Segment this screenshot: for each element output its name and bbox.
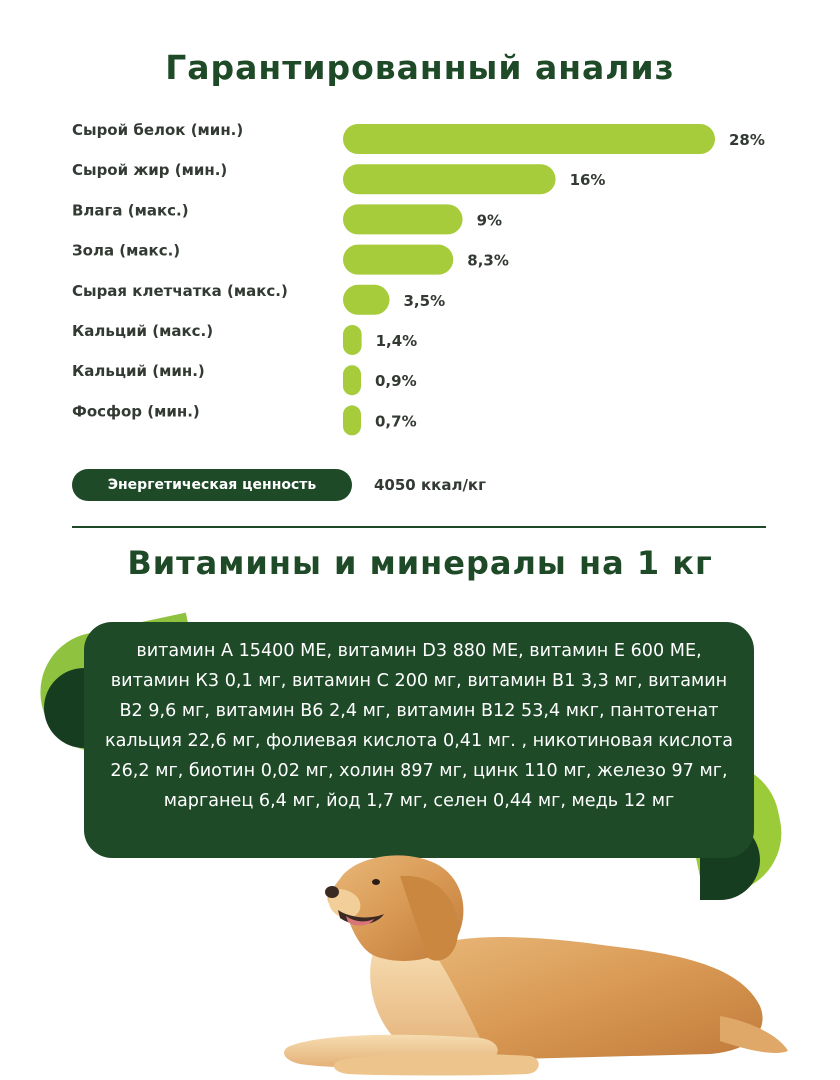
bar-value-label: 9% [476, 211, 503, 230]
bar-value-label: 0,7% [375, 412, 417, 431]
energy-value: 4050 ккал/кг [374, 476, 486, 494]
bar-category-label: Фосфор (мин.) [72, 402, 200, 421]
dog-illustration [280, 846, 790, 1076]
bar [343, 405, 361, 435]
bar-category-label: Сырая клетчатка (макс.) [72, 281, 288, 300]
guaranteed-analysis-chart [0, 110, 840, 450]
vitamins-box [84, 622, 754, 858]
vitamins-text: витамин A 15400 МЕ, витамин D3 880 МЕ, витамин Е 600 МЕ, витамин К3 0,1 мг, витамин С 200 мг, витамин B1 3,3 мг, витамин B2 9,6 мг, витамин B6 2,4 мг, витамин B12 53,4 мкг, пантотенат кальция 22,6 мг, фолиевая кислота 0,41 мг. , никотиновая кислота 26,2 мг, биотин 0,02 мг, холин 897 мг, цинк 110 мг, железо 97 мг, марганец 6,4 мг, йод 1,7 мг, селен 0,44 мг, медь 12 мг [104, 641, 734, 811]
bar-category-label: Кальций (макс.) [72, 322, 214, 340]
bar [343, 285, 390, 315]
bar-value-label: 3,5% [403, 291, 446, 310]
bar-category-label: Кальций (мин.) [72, 362, 205, 381]
bar-category-label: Влага (макс.) [72, 201, 189, 220]
bar [343, 325, 362, 355]
bar-category-label: Зола (макс.) [72, 241, 181, 260]
bar-category-label: Сырой белок (мин.) [72, 121, 244, 139]
bar [343, 164, 556, 194]
bar [343, 204, 463, 234]
bar-value-label: 0,9% [375, 372, 417, 391]
page-title: Гарантированный анализ [165, 48, 675, 87]
bar-value-label: 28% [729, 131, 765, 149]
bar-category-label: Сырой жир (мин.) [72, 161, 228, 180]
bar-value-label: 16% [569, 171, 606, 190]
bar-value-label: 1,4% [375, 332, 418, 350]
bar-value-label: 8,3% [467, 251, 509, 270]
bar [343, 365, 361, 395]
bar [343, 245, 453, 275]
bar [343, 124, 715, 154]
energy-label-badge: Энергетическая ценность [72, 469, 352, 501]
section-divider [72, 526, 766, 528]
vitamins-title: Витамины и минералы на 1 кг [127, 544, 713, 582]
